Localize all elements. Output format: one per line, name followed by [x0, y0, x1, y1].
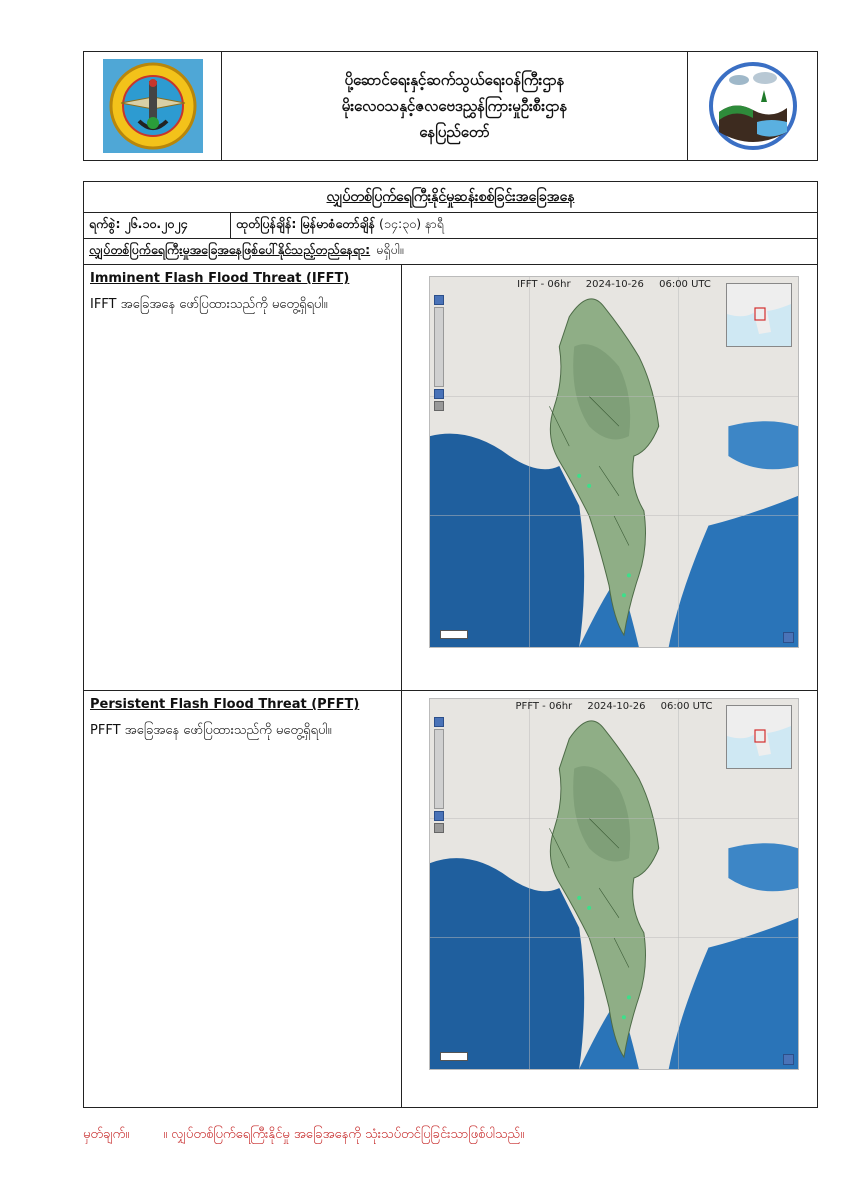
ifft-scale-bar: [440, 630, 468, 639]
ministry-emblem-icon: [103, 59, 203, 153]
ifft-section: [84, 265, 817, 691]
ifft-map-product: IFFT - 06hr: [517, 279, 571, 290]
date-label: ရက်စွဲ:: [89, 216, 121, 231]
ifft-zoom-control[interactable]: [434, 295, 446, 411]
ifft-map: [429, 276, 799, 648]
zoom-extent-button[interactable]: [434, 401, 444, 411]
threat-location-value: မရှိပါ။: [376, 242, 404, 257]
date-value: ၂၆.၁၀.၂၀၂၄: [124, 216, 188, 231]
zoom-slider[interactable]: [434, 307, 444, 387]
pfft-map-cell: [402, 691, 817, 1108]
date-issue-row: [84, 213, 817, 239]
department-name: မိုးလေဝသနှင့်ဇလဗေဒညွှန်ကြားမှုဦးစီးဌာန: [341, 97, 568, 115]
pfft-section: [84, 691, 817, 1108]
ifft-title: Imminent Flash Flood Threat (IFFT): [90, 271, 350, 286]
hydrology-cycle-icon: [705, 60, 801, 152]
ifft-overview-map[interactable]: [726, 283, 792, 347]
pfft-overview-map[interactable]: [726, 705, 792, 769]
issue-time-zone: မြန်မာစံတော်ချိန်: [300, 216, 376, 231]
issue-time-cell: [231, 213, 817, 238]
footer-note: [83, 1126, 818, 1145]
pfft-body: PFFT အခြေအနေ ဖော်ပြထားသည်ကို မတွေ့ရှိရပါ။: [90, 723, 332, 738]
pfft-map-product: PFFT - 06hr: [515, 701, 573, 712]
report-title-row: [84, 182, 817, 213]
report-title: လျှပ်တစ်ပြက်ရေကြီးနိုင်မှုဆန်းစစ်ခြင်းအခြေအနေ: [326, 188, 575, 205]
pfft-scale-bar: [440, 1052, 468, 1061]
pfft-text-cell: [84, 691, 402, 1108]
pfft-map: [429, 698, 799, 1070]
flash-flood-report-table: [83, 181, 818, 1108]
zoom-in-button[interactable]: [434, 717, 444, 727]
ifft-map-date: 2024-10-26: [585, 279, 644, 290]
pfft-title: Persistent Flash Flood Threat (PFFT): [90, 697, 360, 712]
info-icon[interactable]: [783, 1054, 794, 1065]
ifft-map-time: 06:00 UTC: [659, 279, 711, 290]
zoom-extent-button[interactable]: [434, 823, 444, 833]
letterhead: [83, 51, 818, 161]
issue-time-label: ထုတ်ပြန်ချိန်:: [236, 216, 297, 231]
overview-map-icon: [727, 284, 791, 346]
overview-map-icon: [727, 706, 791, 768]
pfft-map-date: 2024-10-26: [587, 701, 646, 712]
info-icon[interactable]: [783, 632, 794, 643]
date-cell: [84, 213, 231, 238]
pfft-zoom-control[interactable]: [434, 717, 446, 833]
department-logo: [687, 52, 817, 160]
ifft-text-cell: [84, 265, 402, 690]
threat-location-label: လျှပ်တစ်ပြက်ရေကြီးမှုအခြေအနေဖြစ်ပေါ်နိုင်သည့်တည်နေရာ:: [89, 242, 371, 257]
note-label: မှတ်ချက်။: [83, 1127, 130, 1142]
issue-time-value: (၁၄:၃၀) နာရီ: [379, 216, 444, 231]
ministry-logo: [84, 52, 222, 160]
ifft-map-cell: [402, 265, 817, 690]
pfft-map-time: 06:00 UTC: [660, 701, 713, 712]
zoom-slider[interactable]: [434, 729, 444, 809]
ifft-body: IFFT အခြေအနေ ဖော်ပြထားသည်ကို မတွေ့ရှိရပါ။: [90, 297, 328, 312]
zoom-in-button[interactable]: [434, 295, 444, 305]
zoom-out-button[interactable]: [434, 389, 444, 399]
zoom-out-button[interactable]: [434, 811, 444, 821]
letterhead-titles: [222, 52, 687, 160]
note-text: ။ လျှပ်တစ်ပြက်ရေကြီးနိုင်မှု အခြေအနေကို သုံးသပ်တင်ပြခြင်းသာဖြစ်ပါသည်။: [163, 1127, 525, 1142]
threat-location-row: [84, 239, 817, 265]
ministry-name: ပို့ဆောင်ရေးနှင့်ဆက်သွယ်ရေးဝန်ကြီးဌာန: [344, 71, 565, 89]
location-name: နေပြည်တော်: [419, 123, 490, 141]
